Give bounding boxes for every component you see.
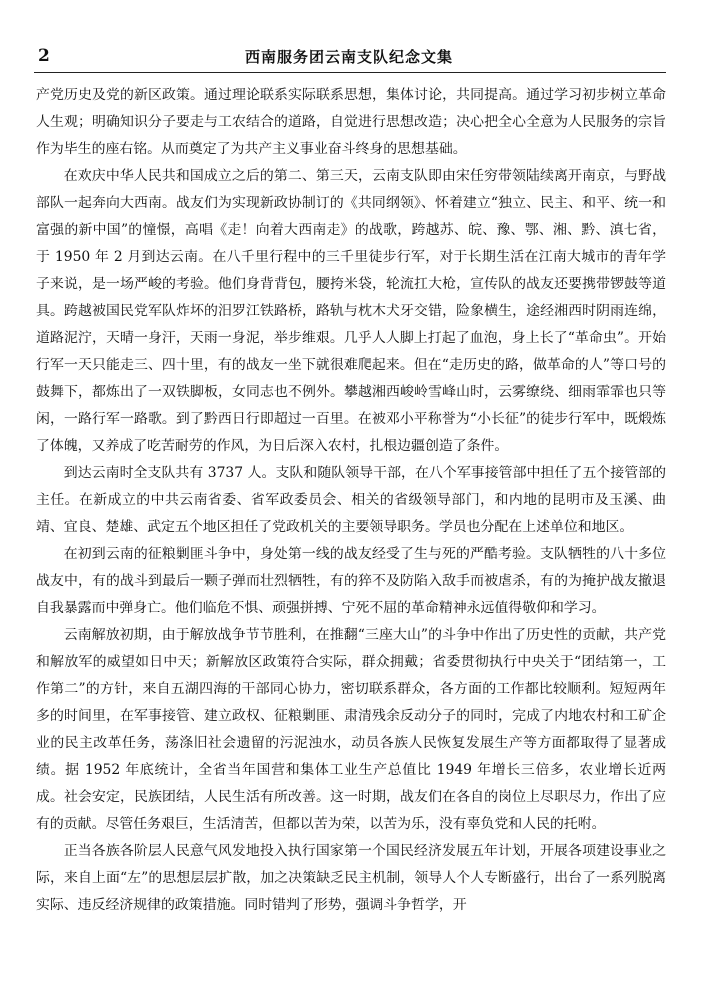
paragraph: 正当各族各阶层人民意气风发地投入执行国家第一个国民经济发展五年计划，开展各项建设事业之际，来自上面“左”的思想层层扩散，加之决策缺乏民主机制，领导人个人专断盛行，出台了一系列脱离实际、违反经济规律的政策措施。同时错判了形势，强调斗争哲学，开: [36, 843, 666, 913]
paragraph: 在欢庆中华人民共和国成立之后的第二、第三天，云南支队即由宋任穷带领陆续离开南京，与野战部队一起奔向大西南。战友们为实现新政协制订的《共同纲领》、怀着建立“独立、民主、和平、统一和富强的新中国”的憧憬，高唱《走！向着大西南走》的战歌，跨越苏、皖、豫、鄂、湘、黔、滇七省，于 1950 年 2 月到达云南。在八千里行程中的三千里徒步行军，对于长期生活在江南大城市的青年学子来说，是一场严峻的考验。他们身背背包，腰挎米袋，轮流扛大枪，宣传队的战友还要携带锣鼓等道具。跨越被国民党军队炸坏的汨罗江铁路桥，路轨与枕木犬牙交错，险象横生，途经湘西时阴雨连绵，道路泥泞，天晴一身汗，天雨一身泥，举步维艰。几乎人人脚上打起了血泡，身上长了“革命虫”。开始行军一天只能走三、四十里，有的战友一坐下就很难爬起来。但在“走历史的路，做革命的人”等口号的鼓舞下，都炼出了一双铁脚板，女同志也不例外。攀越湘西峻岭雪峰山时，云雾缭绕、细雨霏霏也只等闲，一路行军一路歌。到了黔西日行即超过一百里。在被邓小平称誉为“小长征”的徒步行军中，既煅炼了体魄，又养成了吃苦耐劳的作风，为日后深入农村，扎根边疆创造了条件。: [36, 168, 666, 454]
paragraph: 到达云南时全支队共有 3737 人。支队和随队领导干部，在八个军事接管部中担任了五个接管部的主任。在新成立的中共云南省委、省军政委员会、相关的省级领导部门，和内地的昆明市及玉溪、曲靖、宜良、楚雄、武定五个地区担任了党政机关的主要领导职务。学员也分配在上述单位和地区。: [36, 465, 666, 535]
running-title: 西南服务团云南支队纪念文集: [244, 48, 453, 66]
page-number: 2: [38, 46, 50, 66]
header-rule: [34, 72, 666, 73]
paragraph: 产党历史及党的新区政策。通过理论联系实际联系思想，集体讨论，共同提高。通过学习初步树立革命人生观；明确知识分子要走与工农结合的道路，自觉进行思想改造；决心把全心全意为人民服务的宗旨作为毕生的座右铭。从而奠定了为共产主义事业奋斗终身的思想基础。: [36, 87, 666, 157]
paragraph: 在初到云南的征粮剿匪斗争中，身处第一线的战友经受了生与死的严酷考验。支队牺牲的八十多位战友中，有的战斗到最后一颗子弹而壮烈牺牲，有的猝不及防陷入敌手而被虐杀，有的为掩护战友撤退自我暴露而中弹身亡。他们临危不惧、顽强拼搏、宁死不屈的革命精神永远值得敬仰和学习。: [36, 546, 666, 616]
page-header: [34, 44, 664, 68]
body-text: [36, 82, 666, 919]
paragraph: 云南解放初期，由于解放战争节节胜利，在推翻“三座大山”的斗争中作出了历史性的贡献，共产党和解放军的威望如日中天；新解放区政策符合实际，群众拥戴；省委贯彻执行中央关于“团结第一，工作第二”的方针，来自五湖四海的干部同心协力，密切联系群众，各方面的工作都比较顺利。短短两年多的时间里，在军事接管、建立政权、征粮剿匪、肃清残余反动分子的同时，完成了内地农村和工矿企业的民主改革任务，荡涤旧社会遗留的污泥浊水，动员各族人民恢复发展生产等方面都取得了显著成绩。据 1952 年底统计，全省当年国营和集体工业生产总值比 1949 年增长三倍多，农业增长近两成。社会安定，民族团结，人民生活有所改善。这一时期，战友们在各自的岗位上尽职尽力，作出了应有的贡献。尽管任务艰巨，生活清苦，但都以苦为荣，以苦为乐，没有辜负党和人民的托咐。: [36, 627, 666, 832]
